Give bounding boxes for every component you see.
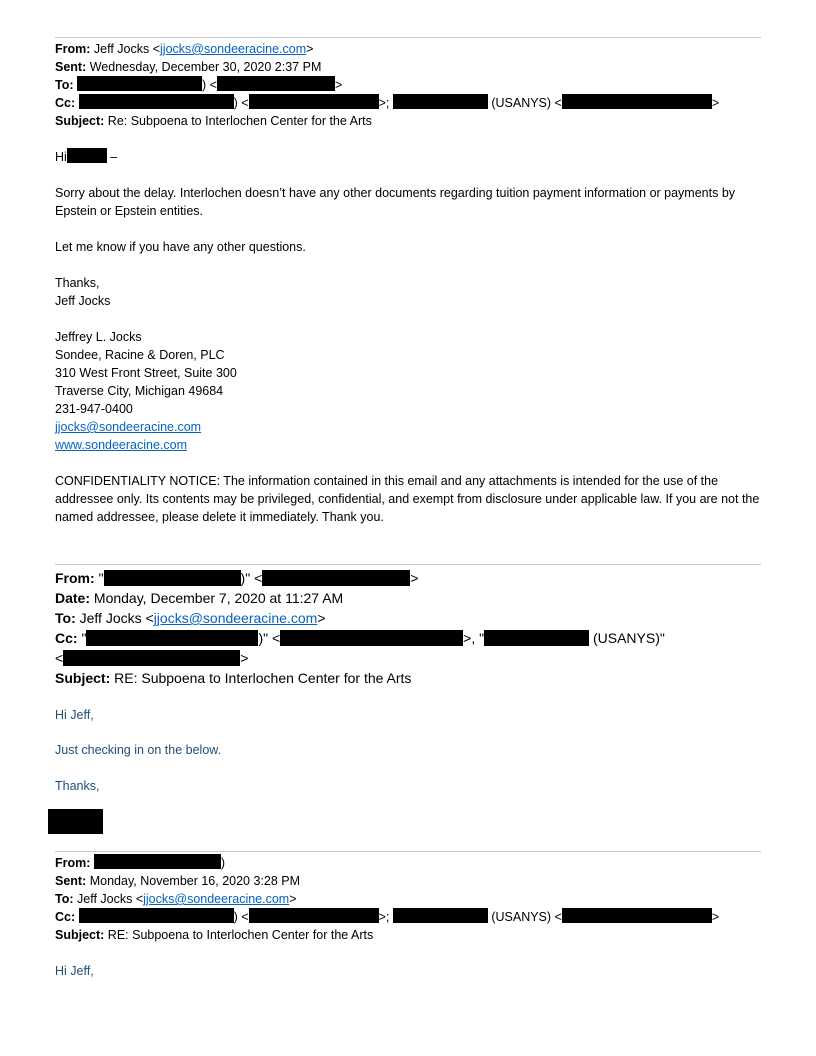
email2-subject — [55, 668, 411, 688]
email1-sent — [55, 58, 321, 76]
redaction — [562, 908, 712, 923]
signature-firm: Sondee, Racine & Doren, PLC — [55, 348, 225, 362]
cc-mid3: (USANYS) < — [491, 910, 562, 924]
date-label: Date: — [55, 590, 91, 606]
email1-sign-name: Jeff Jocks — [55, 294, 111, 308]
sent-label: Sent: — [55, 874, 87, 888]
email2-date — [55, 588, 343, 608]
from-name: Jeff Jocks < — [93, 42, 161, 56]
subject-label: Subject: — [55, 670, 111, 686]
redaction — [86, 630, 258, 646]
redaction — [79, 908, 234, 923]
redaction — [393, 908, 488, 923]
to-end: > — [334, 78, 343, 92]
signature-street: 310 West Front Street, Suite 300 — [55, 366, 237, 380]
email1-from — [55, 40, 313, 58]
subject-value: RE: Subpoena to Interlochen Center for the Arts — [107, 928, 374, 942]
email-separator-2 — [55, 564, 761, 565]
confidentiality-notice: CONFIDENTIALITY NOTICE: The information contained in this email and any attachments is intended for the use of the addressee only. Its contents may be privileged, confidential, and exempt from disclosure under applicable law. If you are not the named addressee, please delete it immediately. Thank you. — [55, 474, 760, 524]
subject-label: Subject: — [55, 114, 105, 128]
from-email-link[interactable]: jjocks@sondeeracine.com — [160, 42, 307, 56]
email2-cc-cont — [55, 648, 248, 668]
signature-email-link[interactable]: jjocks@sondeeracine.com — [55, 420, 202, 434]
subject-value: Re: Subpoena to Interlochen Center for the Arts — [107, 114, 372, 128]
email2-greeting: Hi Jeff, — [55, 708, 94, 722]
email1-greeting — [55, 148, 117, 166]
signature-city: Traverse City, Michigan 49684 — [55, 384, 224, 398]
cc-end: > — [711, 96, 720, 110]
greeting-end: – — [110, 150, 118, 164]
redaction — [562, 94, 712, 109]
cc-label: Cc: — [55, 96, 76, 110]
redacted-signature — [48, 809, 103, 834]
cc-line2-start: < — [55, 650, 64, 666]
cc-mid3: (USANYS)" — [592, 630, 665, 646]
email2-cc — [55, 628, 665, 648]
to-name: Jeff Jocks < — [79, 610, 154, 626]
date-value: Monday, December 7, 2020 at 11:27 AM — [93, 590, 344, 606]
signature-web — [55, 436, 187, 454]
to-email-link[interactable]: jjocks@sondeeracine.com — [143, 892, 290, 906]
signature-phone: 231-947-0400 — [55, 402, 133, 416]
from-label: From: — [55, 570, 95, 586]
redaction — [280, 630, 463, 646]
cc-mid2: >; — [378, 910, 390, 924]
cc-mid1: ) < — [233, 910, 249, 924]
to-label: To: — [55, 610, 76, 626]
email3-sent — [55, 872, 300, 890]
to-close: > — [317, 610, 326, 626]
email2-thanks: Thanks, — [55, 779, 100, 793]
email1-cc — [55, 94, 719, 112]
to-close: > — [289, 892, 297, 906]
from-mid: )" < — [240, 570, 263, 586]
redaction — [79, 94, 234, 109]
redaction — [262, 570, 410, 586]
sent-value: Wednesday, December 30, 2020 2:37 PM — [89, 60, 322, 74]
cc-line2-end: > — [240, 650, 249, 666]
email3-cc — [55, 908, 719, 926]
from-end: > — [410, 570, 419, 586]
email2-from — [55, 568, 418, 588]
redaction — [217, 76, 335, 91]
redaction — [77, 76, 202, 91]
subject-label: Subject: — [55, 928, 105, 942]
email1-to — [55, 76, 342, 94]
redaction — [104, 570, 241, 586]
redaction — [249, 908, 379, 923]
to-name: Jeff Jocks < — [77, 892, 144, 906]
email3-to — [55, 890, 297, 908]
signature-name: Jeffrey L. Jocks — [55, 330, 142, 344]
cc-mid2: >, " — [463, 630, 485, 646]
email2-body: Just checking in on the below. — [55, 743, 222, 757]
email-separator-1 — [55, 37, 761, 38]
email1-body-paragraph: Sorry about the delay. Interlochen doesn’t have any other documents regarding tuition payment information or payments by Epstein or Epstein entities. — [55, 186, 736, 218]
email-separator-3 — [55, 851, 761, 852]
email3-subject — [55, 926, 373, 944]
cc-label: Cc: — [55, 630, 78, 646]
cc-mid1: ) < — [233, 96, 249, 110]
cc-quote: " — [81, 630, 87, 646]
email3-from — [55, 854, 225, 872]
email2-to — [55, 608, 326, 628]
greeting-start: Hi — [55, 150, 67, 164]
to-email-link[interactable]: jjocks@sondeeracine.com — [153, 610, 318, 626]
from-quote: " — [98, 570, 104, 586]
redaction — [63, 650, 240, 666]
from-end: ) — [220, 856, 226, 870]
cc-end: > — [711, 910, 720, 924]
to-mid: ) < — [202, 78, 217, 92]
signature-web-link[interactable]: www.sondeeracine.com — [55, 438, 188, 452]
signature-email — [55, 418, 201, 436]
redaction — [393, 94, 488, 109]
redaction — [67, 148, 107, 163]
email1-thanks: Thanks, — [55, 276, 100, 290]
from-label: From: — [55, 856, 91, 870]
cc-mid2: >; — [378, 96, 390, 110]
email1-body-question: Let me know if you have any other questions. — [55, 240, 306, 254]
redaction — [249, 94, 379, 109]
cc-mid3: (USANYS) < — [491, 96, 562, 110]
to-label: To: — [55, 78, 74, 92]
sent-label: Sent: — [55, 60, 87, 74]
redaction — [94, 854, 221, 869]
redaction — [484, 630, 589, 646]
email1-subject — [55, 112, 372, 130]
subject-value: RE: Subpoena to Interlochen Center for the Arts — [114, 670, 412, 686]
cc-label: Cc: — [55, 910, 76, 924]
from-label: From: — [55, 42, 91, 56]
cc-mid1: )" < — [258, 630, 281, 646]
sent-value: Monday, November 16, 2020 3:28 PM — [89, 874, 301, 888]
email3-greeting: Hi Jeff, — [55, 964, 94, 978]
from-close: > — [306, 42, 314, 56]
to-label: To: — [55, 892, 74, 906]
